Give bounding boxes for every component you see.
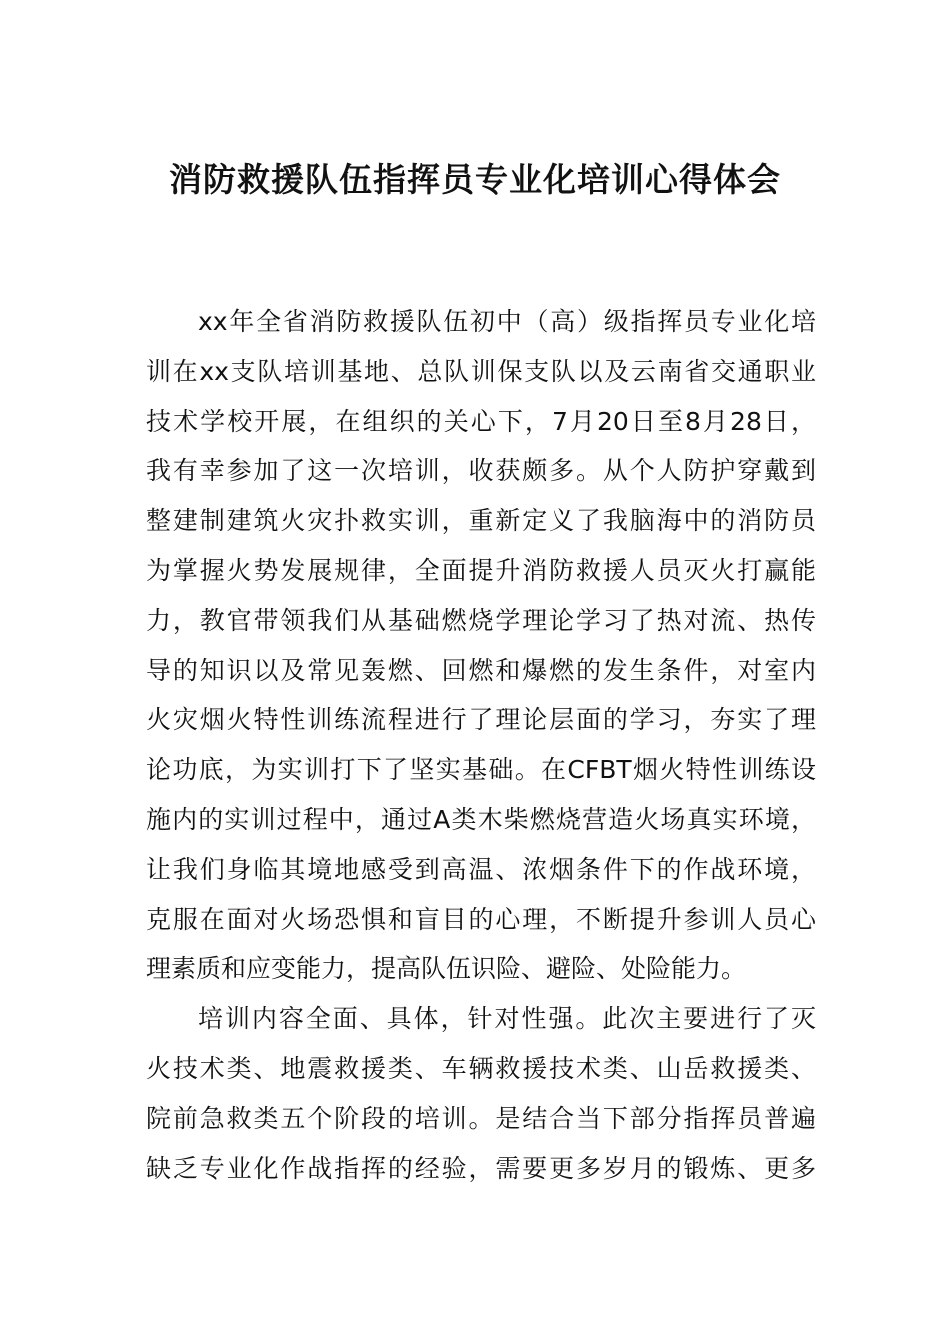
paragraph-line: xx年全省消防救援队伍初中（高）级指挥员专业化培 (198, 307, 816, 336)
paragraph-line: 缺乏专业化作战指挥的经验，需要更多岁月的锻炼、更多 (146, 1153, 816, 1183)
paragraph-line: 理素质和应变能力，提高队伍识险、避险、处险能力。 (146, 954, 747, 984)
document-body (146, 297, 816, 1193)
paragraph-line: 克服在面对火场恐惧和盲目的心理，不断提升参训人员心 (146, 904, 816, 934)
paragraph-line: 火灾烟火特性训练流程进行了理论层面的学习，夯实了理 (146, 705, 816, 735)
paragraph-line: 我有幸参加了这一次培训，收获颇多。从个人防护穿戴到 (146, 456, 816, 486)
paragraph-line: 施内的实训过程中，通过A类木柴燃烧营造火场真实环境， (146, 804, 816, 834)
paragraph-line: 导的知识以及常见轰燃、回燃和爆燃的发生条件，对室内 (146, 655, 816, 685)
paragraph-2 (146, 994, 816, 1193)
paragraph-line: 技术学校开展，在组织的关心下，7月20日至8月28日， (146, 406, 816, 436)
document-title: 消防救援队伍指挥员专业化培训心得体会 (169, 160, 781, 199)
paragraph-line: 让我们身临其境地感受到高温、浓烟条件下的作战环境， (146, 854, 816, 884)
paragraph-line: 论功底，为实训打下了坚实基础。在CFBT烟火特性训练设 (146, 755, 816, 785)
paragraph-line: 院前急救类五个阶段的培训。是结合当下部分指挥员普遍 (146, 1103, 816, 1133)
paragraph-line: 训在xx支队培训基地、总队训保支队以及云南省交通职业 (146, 356, 816, 386)
paragraph-line: 培训内容全面、具体，针对性强。此次主要进行了灭 (198, 1004, 816, 1034)
paragraph-line: 整建制建筑火灾扑救实训，重新定义了我脑海中的消防员 (146, 506, 816, 536)
paragraph-line: 火技术类、地震救援类、车辆救援技术类、山岳救援类、 (146, 1053, 816, 1083)
paragraph-1 (146, 297, 816, 994)
paragraph-line: 力，教官带领我们从基础燃烧学理论学习了热对流、热传 (146, 605, 816, 635)
paragraph-line: 为掌握火势发展规律，全面提升消防救援人员灭火打赢能 (146, 555, 816, 585)
